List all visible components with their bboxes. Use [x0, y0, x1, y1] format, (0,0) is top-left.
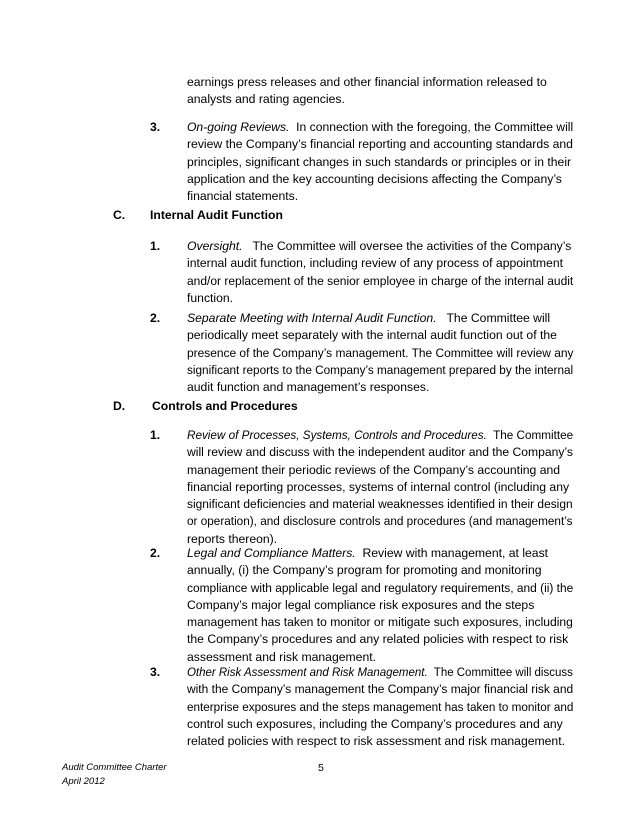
- c1-paragraph: [187, 238, 573, 307]
- item-line: management their periodic reviews of the Company’s accounting and: [187, 462, 561, 477]
- item-number: 1.: [150, 428, 161, 442]
- d3-paragraph: [187, 664, 573, 750]
- item-line: annually, (i) the Company’s program for promoting and monitoring: [187, 563, 542, 578]
- item-number: 2.: [150, 311, 161, 325]
- item-number: 3.: [150, 665, 161, 679]
- d1-paragraph: [187, 427, 573, 548]
- item-line: management has taken to monitor or mitigate such exposures, including: [187, 615, 573, 630]
- item-heading: On-going Reviews.: [187, 120, 290, 134]
- section-letter: D.: [113, 399, 126, 413]
- intro-line: earnings press releases and other financial information released to: [187, 75, 547, 89]
- item-line: with the Company’s management the Company’s major financial risk and: [187, 682, 574, 697]
- item-line: the Company’s procedures and any related policies with respect to risk: [187, 632, 569, 647]
- item-line: financial statements.: [187, 189, 299, 204]
- b3-paragraph: [187, 119, 573, 205]
- item-heading: Oversight.: [187, 239, 243, 253]
- intro-paragraph: [187, 74, 573, 109]
- item-line: Company’s major legal compliance risk exposures and the steps: [187, 597, 535, 612]
- item-line: assessment and risk management.: [187, 649, 376, 664]
- c2-paragraph: [187, 310, 573, 396]
- item-line: significant deficiencies and material weaknesses identified in their design: [187, 497, 573, 512]
- item-text: In connection with the foregoing, the Committee will: [289, 120, 574, 134]
- item-line: compliance with applicable legal and regulatory requirements, and (ii) the: [187, 580, 574, 595]
- section-letter: C.: [113, 208, 126, 222]
- item-text: The Committee will: [436, 311, 551, 325]
- item-line: review the Company’s financial reporting and accounting standards and: [187, 137, 573, 152]
- item-heading: Legal and Compliance Matters.: [187, 546, 356, 560]
- item-heading: Review of Processes, Systems, Controls and Procedures.: [187, 428, 487, 442]
- item-line: financial reporting processes, systems of internal control (including any: [187, 479, 570, 494]
- d2-paragraph: [187, 545, 573, 666]
- item-heading: Separate Meeting with Internal Audit Function.: [187, 311, 437, 325]
- item-line: audit function and management’s responses.: [187, 380, 430, 395]
- item-line: internal audit function, including review of any process of appointment: [187, 256, 564, 271]
- item-text: The Committee will oversee the activities of the Company’s: [242, 239, 572, 253]
- section-title: Internal Audit Function: [150, 208, 283, 222]
- item-line: and/or replacement of the senior employee in charge of the internal audit: [187, 273, 574, 288]
- item-line: reports thereon).: [187, 531, 278, 546]
- page-number: 5: [318, 762, 324, 774]
- item-line: or operation), and disclosure controls and procedures (and management’s: [187, 514, 573, 529]
- item-line: related policies with respect to risk assessment and risk management.: [187, 734, 565, 749]
- item-line: principles, significant changes in such standards or principles or in their: [187, 154, 572, 169]
- item-line: enterprise exposures and the steps management has taken to monitor and: [187, 699, 574, 714]
- footer-date: April 2012: [62, 776, 105, 787]
- item-heading: Other Risk Assessment and Risk Management.: [187, 665, 428, 679]
- section-title: Controls and Procedures: [152, 399, 298, 413]
- intro-line: analysts and rating agencies.: [187, 92, 345, 107]
- item-number: 3.: [150, 120, 161, 134]
- item-text: The Committee will discuss: [427, 665, 573, 679]
- item-line: application and the key accounting decisions affecting the Company’s: [187, 171, 562, 186]
- item-line: function.: [187, 290, 234, 305]
- item-line: will review and discuss with the independent auditor and the Company’s: [187, 445, 573, 460]
- item-line: control such exposures, including the Company’s procedures and any: [187, 716, 563, 731]
- item-line: periodically meet separately with the internal audit function out of the: [187, 328, 557, 343]
- item-number: 1.: [150, 239, 161, 253]
- item-line: presence of the Company’s management. The Committee will review any: [187, 345, 574, 360]
- item-text: Review with management, at least: [355, 546, 549, 560]
- footer-doc-title: Audit Committee Charter: [62, 762, 167, 773]
- item-line: significant reports to the Company’s management prepared by the internal: [187, 362, 574, 377]
- item-text: The Committee: [486, 428, 574, 442]
- item-number: 2.: [150, 546, 161, 560]
